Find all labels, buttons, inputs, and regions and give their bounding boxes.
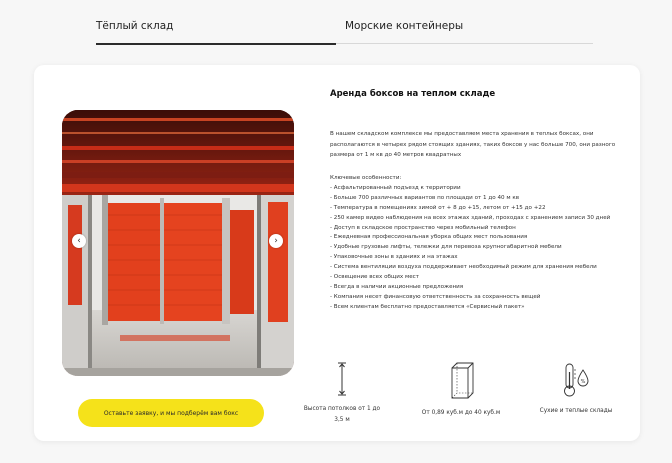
feature-item: - Температура в помещениях зимой от + 8 до +15, летом от +15 до +22 [330,204,546,211]
feature-item: - Удобные грузовые лифты, тележки для перевоза крупногабаритной мебели [330,244,562,251]
feature-item: - Доступ в складское пространство через мобильный телефон [330,224,516,231]
feature-item: - Система вентиляции воздуха поддерживает необходимый режим для хранения мебели [330,264,597,271]
stat-volume [416,362,506,419]
stat-climate-label: Сухие и теплые склады [539,408,613,414]
svg-text:%: % [580,379,586,385]
slider-prev-button[interactable]: ‹ [72,234,86,248]
stat-volume-label: От 0,89 куб.м до 40 куб.м [421,410,501,416]
stat-ceiling-height [302,362,382,426]
storage-corridor-photo [62,110,294,376]
stat-climate [534,362,618,417]
active-tab-indicator [96,43,336,45]
feature-item: - Всем клиентам бесплатно предоставляется «Сервисный пакет» [330,303,525,310]
feature-item: - 250 камер видео наблюдения на всех этажах зданий, проходах с хранением записи 30 дней [330,214,611,221]
stat-ceiling-label: Высота потолков от 1 до 3,5 м [303,406,381,423]
card-title: Аренда боксов на теплом складе [330,89,496,99]
feature-item: - Упаковочные зоны в зданиях и на этажах [330,254,458,261]
features-block [330,174,640,313]
thermometer-humidity-icon [561,362,591,398]
feature-item: - Освещение всех общих мест [330,274,419,281]
features-heading: Ключевые особенности: [330,175,402,181]
request-box-button[interactable]: Оставьте заявку, и мы подберём вам бокс [78,399,264,427]
offer-card [34,65,640,441]
card-intro: В нашем складском комплексе мы предоставляем места хранения в теплых боксах, они располагаются в четырех рядом стоящих зданиях, таких боксов у нас больше 700, они разного размера от 1 м кв до 40 метров квадратных [330,131,616,158]
feature-item: - Асфальтированный подъезд к территории [330,184,461,191]
tab-sea-containers[interactable]: Морские контейнеры [345,20,464,32]
slider-next-button[interactable]: › [269,234,283,248]
tabs [96,10,593,46]
tabs-divider [336,43,593,44]
box-volume-icon [446,362,476,400]
ceiling-height-icon [336,362,348,396]
features-list [330,184,640,313]
feature-item: - Всегда в наличии акционные предложения [330,283,464,290]
tab-warm-warehouse[interactable]: Тёплый склад [96,20,174,32]
feature-item: - Ежедневная профессиональная уборка общих мест пользования [330,234,528,241]
feature-item: - Компания несет финансовую ответственность за сохранность вещей [330,293,541,300]
photo-slider[interactable] [62,110,294,376]
feature-item: - Больше 700 различных вариантов по площади от 1 до 40 м кв [330,194,520,201]
